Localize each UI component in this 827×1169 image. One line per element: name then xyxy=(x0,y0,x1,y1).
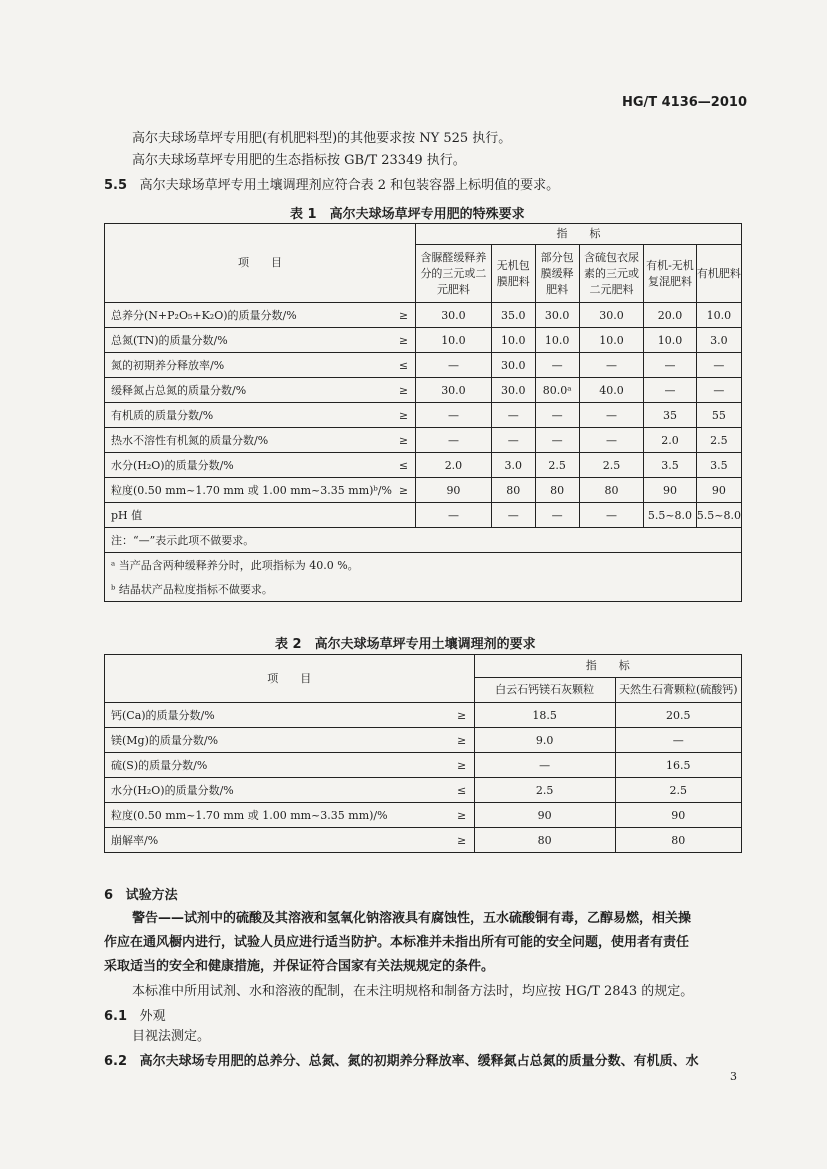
t2-col-header: 白云石钙镁石灰颗粒 xyxy=(474,678,615,703)
t1-row xyxy=(105,503,742,528)
t1-row-operator: ≥ xyxy=(392,303,416,328)
t1-row-label: 缓释氮占总氮的质量分数/% xyxy=(105,378,392,403)
t2-row-label: 镁(Mg)的质量分数/% xyxy=(105,728,450,753)
t1-cell: — xyxy=(416,403,492,428)
t2-row xyxy=(105,803,742,828)
t1-row-operator: ≤ xyxy=(392,453,416,478)
t1-cell: 20.0 xyxy=(644,303,697,328)
section-6-2 xyxy=(104,1050,699,1069)
t2-row xyxy=(105,828,742,853)
page-number: 3 xyxy=(730,1070,737,1083)
t1-row-operator: ≥ xyxy=(392,428,416,453)
t1-cell: — xyxy=(579,353,643,378)
section-6-number: 6 xyxy=(104,888,114,903)
t1-cell: 80 xyxy=(579,478,643,503)
section-6-1-number: 6.1 xyxy=(104,1009,128,1024)
t2-row-label: 钙(Ca)的质量分数/% xyxy=(105,703,450,728)
t1-footnote-a: ᵃ 当产品含两种缓释养分时，此项指标为 40.0 %。 xyxy=(105,553,742,578)
t1-col-header: 无机包膜肥料 xyxy=(491,245,535,303)
t2-cell: 2.5 xyxy=(615,778,741,803)
t2-row-label: 崩解率/% xyxy=(105,828,450,853)
t1-item-header: 项 目 xyxy=(105,224,416,303)
t1-cell: 3.5 xyxy=(644,453,697,478)
t2-item-header: 项 目 xyxy=(105,655,475,703)
t1-cell: — xyxy=(644,378,697,403)
t1-cell: 5.5~8.0 xyxy=(696,503,741,528)
t1-cell: 10.0 xyxy=(416,328,492,353)
t1-cell: — xyxy=(491,503,535,528)
t1-cell: — xyxy=(491,428,535,453)
table-2 xyxy=(104,654,742,853)
t1-index-header: 指 标 xyxy=(416,224,742,245)
t2-row-operator: ≥ xyxy=(450,803,475,828)
t2-cell: 9.0 xyxy=(474,728,615,753)
t2-cell: 80 xyxy=(615,828,741,853)
t2-cell: 90 xyxy=(615,803,741,828)
t2-row-label: 硫(S)的质量分数/% xyxy=(105,753,450,778)
t1-cell: — xyxy=(696,353,741,378)
t1-cell: — xyxy=(535,353,579,378)
warning-line-2: 作应在通风橱内进行，试验人员应进行适当防护。本标准并未指出所有可能的安全问题，使用者有责任 xyxy=(104,935,690,950)
t1-cell: 2.5 xyxy=(535,453,579,478)
t2-index-header: 指 标 xyxy=(474,655,741,678)
t1-cell: — xyxy=(696,378,741,403)
t1-cell: 2.0 xyxy=(644,428,697,453)
t1-row-operator: ≥ xyxy=(392,328,416,353)
t1-col-header: 含脲醛缓释养分的三元或二元肥料 xyxy=(416,245,492,303)
t1-row xyxy=(105,328,742,353)
t1-cell: 30.0 xyxy=(416,378,492,403)
t1-cell: — xyxy=(579,428,643,453)
t1-cell: 90 xyxy=(696,478,741,503)
standard-code: HG/T 4136—2010 xyxy=(621,95,747,110)
t1-cell: 30.0 xyxy=(491,353,535,378)
t1-cell: 90 xyxy=(644,478,697,503)
t1-cell: — xyxy=(416,353,492,378)
t1-row-label: 氮的初期养分释放率/% xyxy=(105,353,392,378)
section-5-5-number: 5.5 xyxy=(104,178,128,193)
section-6-1-text: 目视法测定。 xyxy=(132,1029,211,1044)
t1-row xyxy=(105,453,742,478)
t2-cell: 80 xyxy=(474,828,615,853)
t1-row xyxy=(105,478,742,503)
section-6-1-title: 外观 xyxy=(139,1009,166,1024)
intro-line-1: 高尔夫球场草坪专用肥(有机肥料型)的其他要求按 NY 525 执行。 xyxy=(132,131,512,146)
t1-cell: 40.0 xyxy=(579,378,643,403)
t2-row xyxy=(105,703,742,728)
t1-cell: — xyxy=(579,403,643,428)
t2-row-operator: ≥ xyxy=(450,753,475,778)
t1-cell: 90 xyxy=(416,478,492,503)
section-6 xyxy=(104,884,178,903)
t1-row-label: 水分(H₂O)的质量分数/% xyxy=(105,453,392,478)
t1-cell: 10.0 xyxy=(491,328,535,353)
t1-footnote-b: ᵇ 结晶状产品粒度指标不做要求。 xyxy=(105,577,742,602)
table-2-caption: 表 2 高尔夫球场草坪专用土壤调理剂的要求 xyxy=(275,637,536,652)
section-6-2-text: 高尔夫球场专用肥的总养分、总氮、氮的初期养分释放率、缓释氮占总氮的质量分数、有机质、水 xyxy=(139,1054,699,1069)
t2-row xyxy=(105,778,742,803)
t1-cell: — xyxy=(416,428,492,453)
t1-row-label: 粒度(0.50 mm~1.70 mm 或 1.00 mm~3.35 mm)ᵇ/% xyxy=(105,478,392,503)
section-6-title: 试验方法 xyxy=(125,888,178,903)
t1-row-operator xyxy=(392,503,416,528)
t1-cell: 10.0 xyxy=(644,328,697,353)
t1-cell: 80 xyxy=(491,478,535,503)
t2-cell: 18.5 xyxy=(474,703,615,728)
t1-cell: 30.0 xyxy=(491,378,535,403)
t2-cell: 16.5 xyxy=(615,753,741,778)
t1-cell: 2.0 xyxy=(416,453,492,478)
t2-cell: — xyxy=(474,753,615,778)
t1-cell: — xyxy=(535,503,579,528)
t1-row xyxy=(105,353,742,378)
t1-cell: 55 xyxy=(696,403,741,428)
t2-row-operator: ≤ xyxy=(450,778,475,803)
t1-row-label: 总氮(TN)的质量分数/% xyxy=(105,328,392,353)
t1-cell: 80.0ᵃ xyxy=(535,378,579,403)
t1-cell: — xyxy=(644,353,697,378)
table-1-caption: 表 1 高尔夫球场草坪专用肥的特殊要求 xyxy=(290,207,525,222)
t1-row-operator: ≤ xyxy=(392,353,416,378)
t1-col-header: 部分包膜缓释肥料 xyxy=(535,245,579,303)
t1-cell: 2.5 xyxy=(579,453,643,478)
t1-row-label: 热水不溶性有机氮的质量分数/% xyxy=(105,428,392,453)
t1-cell: 3.5 xyxy=(696,453,741,478)
t1-cell: 80 xyxy=(535,478,579,503)
t1-note: 注：“—”表示此项不做要求。 xyxy=(105,528,742,553)
t2-row-operator: ≥ xyxy=(450,728,475,753)
reagents-paragraph: 本标准中所用试剂、水和溶液的配制，在未注明规格和制备方法时，均应按 HG/T 2843 的规定。 xyxy=(132,984,694,999)
t1-cell: 10.0 xyxy=(535,328,579,353)
t1-cell: 3.0 xyxy=(696,328,741,353)
t2-row xyxy=(105,728,742,753)
t1-cell: — xyxy=(416,503,492,528)
t2-cell: 2.5 xyxy=(474,778,615,803)
t1-col-header: 有机-无机复混肥料 xyxy=(644,245,697,303)
t1-cell: — xyxy=(535,428,579,453)
t1-cell: — xyxy=(535,403,579,428)
t2-row-label: 粒度(0.50 mm~1.70 mm 或 1.00 mm~3.35 mm)/% xyxy=(105,803,450,828)
t1-row-operator: ≥ xyxy=(392,478,416,503)
section-5-5-text: 高尔夫球场草坪专用土壤调理剂应符合表 2 和包装容器上标明值的要求。 xyxy=(139,178,560,193)
t1-row xyxy=(105,428,742,453)
section-5-5 xyxy=(104,174,559,193)
t1-col-header: 有机肥料 xyxy=(696,245,741,303)
warning-line-3: 采取适当的安全和健康措施，并保证符合国家有关法规规定的条件。 xyxy=(104,959,495,974)
t1-cell: 35 xyxy=(644,403,697,428)
t1-row-label: pH 值 xyxy=(105,503,392,528)
t1-col-header: 含硫包衣尿素的三元或二元肥料 xyxy=(579,245,643,303)
t1-row xyxy=(105,378,742,403)
section-6-2-number: 6.2 xyxy=(104,1054,128,1069)
t2-row-operator: ≥ xyxy=(450,703,475,728)
t1-cell: — xyxy=(579,503,643,528)
t2-cell: 90 xyxy=(474,803,615,828)
t1-cell: 2.5 xyxy=(696,428,741,453)
t1-cell: 3.0 xyxy=(491,453,535,478)
t1-cell: 5.5~8.0 xyxy=(644,503,697,528)
t1-cell: 30.0 xyxy=(416,303,492,328)
t1-row-label: 有机质的质量分数/% xyxy=(105,403,392,428)
t1-cell: 30.0 xyxy=(579,303,643,328)
t2-row-operator: ≥ xyxy=(450,828,475,853)
t2-cell: — xyxy=(615,728,741,753)
t1-row-label: 总养分(N+P₂O₅+K₂O)的质量分数/% xyxy=(105,303,392,328)
t2-cell: 20.5 xyxy=(615,703,741,728)
intro-line-2: 高尔夫球场草坪专用肥的生态指标按 GB/T 23349 执行。 xyxy=(132,153,466,168)
t1-cell: 10.0 xyxy=(579,328,643,353)
warning-line-1: 警告——试剂中的硫酸及其溶液和氢氧化钠溶液具有腐蚀性，五水硫酸铜有毒，乙醇易燃，相关操 xyxy=(132,911,692,926)
t1-cell: 30.0 xyxy=(535,303,579,328)
t1-row-operator: ≥ xyxy=(392,378,416,403)
section-6-1 xyxy=(104,1005,166,1024)
t1-row xyxy=(105,403,742,428)
table-1 xyxy=(104,223,742,602)
t1-cell: 10.0 xyxy=(696,303,741,328)
t1-cell: — xyxy=(491,403,535,428)
t2-row-label: 水分(H₂O)的质量分数/% xyxy=(105,778,450,803)
t2-row xyxy=(105,753,742,778)
t1-row-operator: ≥ xyxy=(392,403,416,428)
t1-row xyxy=(105,303,742,328)
t2-col-header: 天然生石膏颗粒(硫酸钙) xyxy=(615,678,741,703)
t1-cell: 35.0 xyxy=(491,303,535,328)
